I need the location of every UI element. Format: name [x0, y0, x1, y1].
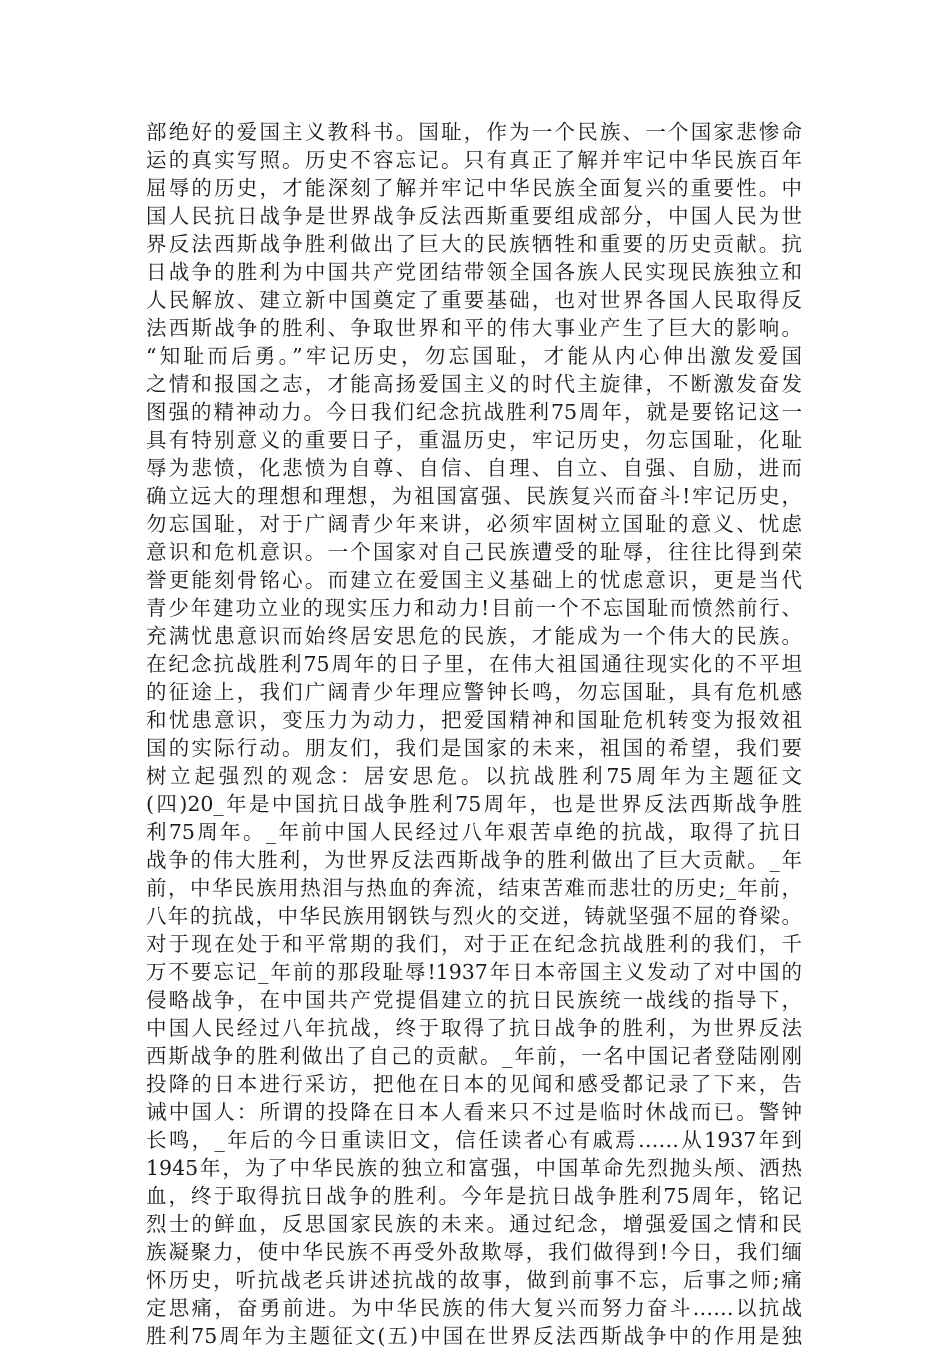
text-line: 人民解放、建立新中国奠定了重要基础，也对世界各国人民取得反 [146, 288, 802, 312]
text-line: 日战争的胜利为中国共产党团结带领全国各族人民实现民族独立和 [146, 260, 802, 284]
text-line: 长鸣，_年后的今日重读旧文，信任读者心有戚焉……从1937年到 [146, 1128, 802, 1152]
text-line: 万不要忘记_年前的那段耻辱!1937年日本帝国主义发动了对中国的 [146, 960, 802, 984]
text-line: 中国人民经过八年抗战，终于取得了抗日战争的胜利，为世界反法 [146, 1016, 802, 1040]
text-line: 烈士的鲜血，反思国家民族的未来。通过纪念，增强爱国之情和民 [146, 1212, 802, 1236]
text-line: 界反法西斯战争胜利做出了巨大的民族牺牲和重要的历史贡献。抗 [146, 232, 802, 256]
text-line: 青少年建功立业的现实压力和动力!目前一个不忘国耻而愤然前行、 [146, 596, 802, 620]
text-line: 辱为悲愤，化悲愤为自尊、自信、自理、自立、自强、自励，进而 [146, 456, 802, 480]
text-line: 意识和危机意识。一个国家对自己民族遭受的耻辱，往往比得到荣 [146, 540, 802, 564]
text-line: 勿忘国耻，对于广阔青少年来讲，必须牢固树立国耻的意义、忧虑 [146, 512, 802, 536]
text-line: 图强的精神动力。今日我们纪念抗战胜利75周年，就是要铭记这一 [146, 400, 802, 424]
text-line: 血，终于取得抗日战争的胜利。今年是抗日战争胜利75周年，铭记 [146, 1184, 802, 1208]
text-line: 和忧患意识，变压力为动力，把爱国精神和国耻危机转变为报效祖 [146, 708, 802, 732]
text-line: 族凝聚力，使中华民族不再受外敌欺辱，我们做得到!今日，我们缅 [146, 1240, 802, 1264]
text-line: 胜利75周年为主题征文(五)中国在世界反法西斯战争中的作用是独 [146, 1324, 802, 1348]
text-line: 之情和报国之志，才能高扬爱国主义的时代主旋律，不断激发奋发 [146, 372, 802, 396]
text-line: 利75周年。_年前中国人民经过八年艰苦卓绝的抗战，取得了抗日 [146, 820, 802, 844]
text-line: 国人民抗日战争是世界战争反法西斯重要组成部分，中国人民为世 [146, 204, 802, 228]
text-line: 法西斯战争的胜利、争取世界和平的伟大事业产生了巨大的影响。 [146, 316, 802, 340]
text-line: 具有特别意义的重要日子，重温历史，牢记历史，勿忘国耻，化耻 [146, 428, 802, 452]
text-line: 1945年，为了中华民族的独立和富强，中国革命先烈抛头颅、洒热 [146, 1156, 802, 1180]
text-line: “知耻而后勇。”牢记历史，勿忘国耻，才能从内心伸出激发爱国 [146, 344, 802, 368]
text-line: 前，中华民族用热泪与热血的奔流，结束苦难而悲壮的历史;_年前， [146, 876, 802, 900]
text-line: 投降的日本进行采访，把他在日本的见闻和感受都记录了下来，告 [146, 1072, 802, 1096]
text-line: 诫中国人：所谓的投降在日本人看来只不过是临时休战而已。警钟 [146, 1100, 802, 1124]
text-line: 运的真实写照。历史不容忘记。只有真正了解并牢记中华民族百年 [146, 148, 802, 172]
text-line: 誉更能刻骨铭心。而建立在爱国主义基础上的忧虑意识，更是当代 [146, 568, 802, 592]
text-line: 确立远大的理想和理想，为祖国富强、民族复兴而奋斗!牢记历史， [146, 484, 802, 508]
text-line: 战争的伟大胜利，为世界反法西斯战争的胜利做出了巨大贡献。_年 [146, 848, 802, 872]
text-line: 的征途上，我们广阔青少年理应警钟长鸣，勿忘国耻，具有危机感 [146, 680, 802, 704]
text-line: 充满忧患意识而始终居安思危的民族，才能成为一个伟大的民族。 [146, 624, 802, 648]
body-text [146, 118, 802, 1350]
text-line: 西斯战争的胜利做出了自己的贡献。_年前，一名中国记者登陆刚刚 [146, 1044, 802, 1068]
text-line: 屈辱的历史，才能深刻了解并牢记中华民族全面复兴的重要性。中 [146, 176, 802, 200]
text-line: 树立起强烈的观念：居安思危。以抗战胜利75周年为主题征文 [146, 764, 802, 788]
text-line: 八年的抗战，中华民族用钢铁与烈火的交迸，铸就坚强不屈的脊梁。 [146, 904, 802, 928]
text-line: 对于现在处于和平常期的我们，对于正在纪念抗战胜利的我们，千 [146, 932, 802, 956]
text-line: 部绝好的爱国主义教科书。国耻，作为一个民族、一个国家悲惨命 [146, 120, 802, 144]
text-line: (四)20_年是中国抗日战争胜利75周年，也是世界反法西斯战争胜 [146, 792, 802, 816]
text-line: 怀历史，听抗战老兵讲述抗战的故事，做到前事不忘，后事之师;痛 [146, 1268, 802, 1292]
text-line: 定思痛，奋勇前进。为中华民族的伟大复兴而努力奋斗……以抗战 [146, 1296, 802, 1320]
text-line: 在纪念抗战胜利75周年的日子里，在伟大祖国通往现实化的不平坦 [146, 652, 802, 676]
text-line: 侵略战争，在中国共产党提倡建立的抗日民族统一战线的指导下， [146, 988, 802, 1012]
text-line: 国的实际行动。朋友们，我们是国家的未来，祖国的希望，我们要 [146, 736, 802, 760]
